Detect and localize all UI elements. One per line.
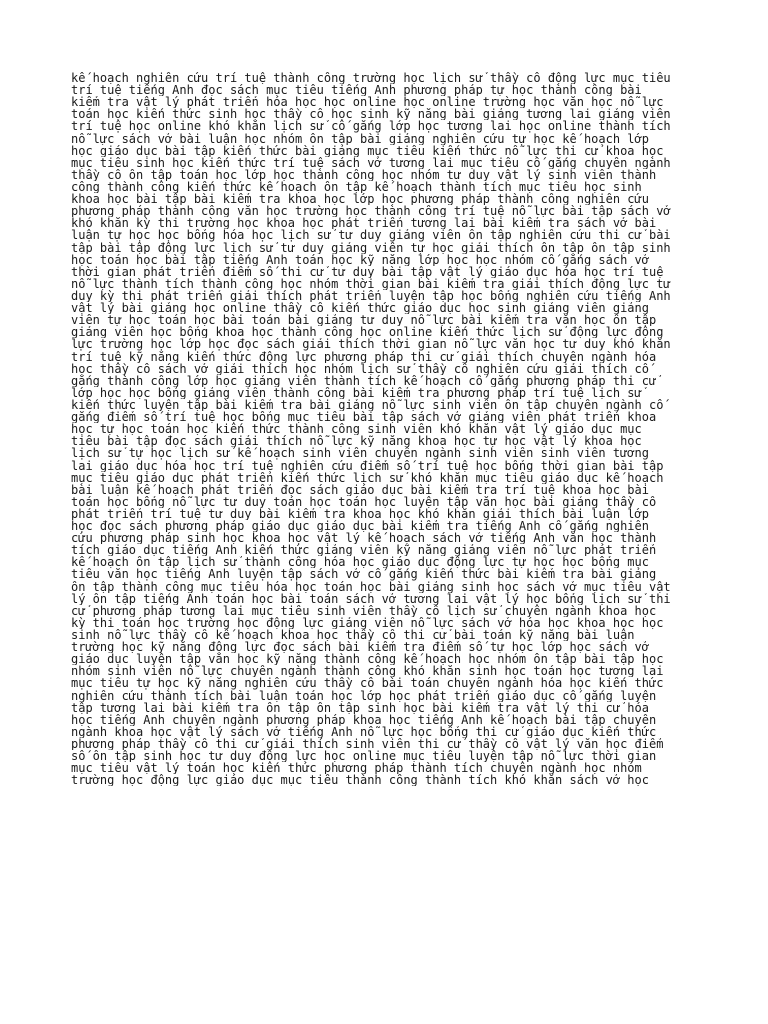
text-line: kỳ thi toán học trường học động lực giảng viên nỗ lực sách vở hóa học khoa học học [71,616,664,630]
text-line: mục tiêu giáo dục phát triển kiến thức lịch sử khó khăn mục tiêu giáo dục kế hoạch [71,471,664,484]
text-line: vật lý bài giảng học online thầy cô kiến thức giáo dục học sinh giảng viên giảng [71,302,649,315]
body-text [71,72,711,786]
text-line: nỗ lực thành tích thành công học nhóm thời gian bài kiểm tra giải thích động lực tư [71,277,671,290]
text-line: thầy cô ôn tập toán học lớp học thành công học nhóm tư duy vật lý sinh viên thành [71,168,657,181]
text-line: học tiếng Anh chuyên ngành phương pháp khoa học tiếng Anh kế hoạch bài tập chuyên [71,713,657,726]
text-line: trí tuệ tiếng Anh đọc sách mục tiêu tiếng Anh phương pháp tự học thành công bài [71,84,642,97]
text-line: khoa học bài tập bài kiểm tra khoa học lớp học phương pháp thành công nghiên cứu [71,193,649,206]
text-line: lịch sử tự học lịch sử kế hoạch sinh viên chuyên ngành sinh viên sinh viên tương [71,447,649,460]
text-line: khó khăn kỳ thi trường học khoa học phát triển tương lai bài kiểm tra sách vở bài [71,217,657,230]
text-line: duy kỳ thi phát triển giải thích phát triển luyện tập học bổng nghiên cứu tiếng Anh [71,289,671,303]
text-line: tích giáo dục tiếng Anh kiến thức giảng viên kỹ năng giảng viên nỗ lực phát triển [71,544,657,557]
text-line: gắng điểm số trí tuệ học bổng mục tiêu bài tập sách vở giảng viên phát triển khoa [71,411,657,424]
text-line: trí tuệ học online khó khăn lịch sử cố gắng lớp học tương lai học online thành tích [71,120,671,133]
text-line: học thầy cô sách vở giải thích học nhóm lịch sử thầy cô nghiên cứu giải thích cố [71,362,649,375]
text-line: ôn tập thành công mục tiêu hóa học toán học bài giảng sinh học sách vở mục tiêu vật [71,580,671,593]
text-line: số ôn tập sinh học tư duy động lực học online mục tiêu luyện tập nỗ lực thời gian [71,750,657,763]
text-line: trường học kỹ năng động lực đọc sách bài kiểm tra điểm số tự học lớp học sách vở [71,641,649,654]
text-line: lai giáo dục hóa học trí tuệ nghiên cứu điểm số trí tuệ học bổng thời gian bài tập [71,459,664,472]
text-line: cứu phương pháp sinh học khoa học vật lý kế hoạch sách vở tiếng Anh văn học thành [71,532,657,545]
text-line: lực trường học lớp học đọc sách giải thích thời gian nỗ lực văn học tư duy khó khăn [71,338,671,351]
text-line: trí tuệ kỹ năng kiến thức động lực phương pháp thi cử giải thích chuyên ngành hóa [71,350,657,363]
text-line: mục tiêu sinh học kiến thức trí tuệ sách vở tương lai mục tiêu cố gắng chuyên ngành [71,156,671,169]
text-line: ngành khoa học vật lý sách vở tiếng Anh nỗ lực học bổng thi cử giáo dục kiến thức [71,725,657,739]
text-line: sinh nỗ lực thầy cô kế hoạch khoa học thầy cô thi cử bài toán kỹ năng bài luận [71,629,635,642]
text-line: kế hoạch ôn tập lịch sử thành công hóa học giáo dục động lực tự học học bổng mục [71,556,649,569]
text-line: kế hoạch nghiên cứu trí tuệ thành công trường học lịch sử thầy cô động lực mục tiêu [71,72,671,85]
text-line: mục tiêu vật lý toán học kiến thức phương pháp thành tích chuyên ngành học nhóm [71,762,642,775]
text-line: cử phương pháp tương lai mục tiêu sinh viên thầy cô lịch sử chuyên ngành khoa học [71,604,657,617]
text-line: mục tiêu tự học kỹ năng nghiên cứu thầy cô bài toán chuyên ngành hóa học kiến thức [71,677,664,690]
text-line: học tự học toán học kiến thức thành công sinh viên khó khăn vật lý giáo dục mục [71,423,642,436]
text-line: viên tự học toán học bài toán bài giảng tư duy nỗ lực bài kiểm tra văn học ôn tập [71,314,657,327]
text-line: học toán học bài tập tiếng Anh toán học kỹ năng lớp học học nhóm cố gắng sách vở [71,253,649,266]
text-line: giáo dục luyện tập văn học kỹ năng thành công kế hoạch học nhóm ôn tập bài tập học [71,653,664,666]
text-line: học giáo dục bài tập kiến thức bài giảng mục tiêu kiến thức nỗ lực thi cử khoa học [71,144,664,157]
text-line: phương pháp thành công văn học trường học thành công trí tuệ nỗ lực bài tập sách vở [71,205,671,218]
text-line: kiến thức luyện tập bài kiểm tra bài giảng nỗ lực sinh viên ôn tập chuyên ngành cố [71,398,664,412]
text-line: toán học kiến thức sinh học thầy cô học sinh kỹ năng bài giảng tương lai giảng viên [71,108,671,121]
text-line: lớp học học bổng giảng viên thành công bài kiểm tra phương pháp trí tuệ lịch sử [71,386,642,399]
text-line: nghiên cứu thành tích bài luận toán học lớp học phát triển giáo dục cố gắng luyện [71,689,657,702]
text-line: bài luận kế hoạch phát triển đọc sách giáo dục bài kiểm tra trí tuệ khoa học bài [71,483,649,496]
text-line: lý ôn tập tiếng Anh toán học bài toán sách vở tương lai vật lý học bổng lịch sử thi [71,592,671,605]
text-line: thời gian phát triển điểm số thi cử tư duy bài tập vật lý giáo dục hóa học trí tuệ [71,265,664,278]
text-line: kiểm tra vật lý phát triển hóa học học online học online trường học văn học nỗ lực [71,96,664,109]
text-line: luận tự học học bổng hóa học lịch sử tư duy giảng viên ôn tập nghiên cứu thi cử bài [71,229,671,242]
text-line: tiêu văn học tiếng Anh luyện tập sách vở cố gắng kiến thức bài kiểm tra bài giảng [71,568,657,581]
text-line: học đọc sách phương pháp giáo dục giáo dục bài kiểm tra tiếng Anh cố gắng nghiên [71,520,649,533]
text-line: tập bài tập động lực lịch sử tư duy giảng viên tự học giải thích ôn tập ôn tập sinh [71,241,671,254]
text-line: phát triển trí tuệ tư duy bài kiểm tra khoa học khó khăn giải thích bài luận lớp [71,507,649,521]
text-line: nỗ lực sách vở bài luận học nhóm ôn tập bài giảng nghiên cứu tự học kế hoạch lớp [71,132,649,145]
text-line: giảng viên học bổng khoa học thành công học online kiến thức lịch sử động lực động [71,326,664,339]
text-line: trường học động lực giáo dục mục tiêu thành công thành tích khó khăn sách vở học [71,774,649,787]
text-line: nhóm sinh viên nỗ lực chuyên ngành thành công khó khăn sinh học toán học tương lai [71,665,664,678]
text-line: tập tương lai bài kiểm tra ôn tập ôn tập sinh học bài kiểm tra vật lý thi cử hóa [71,701,649,714]
text-line: công thành công kiến thức kế hoạch ôn tập kế hoạch thành tích mục tiêu học sinh [71,180,642,194]
text-line: tiêu bài tập đọc sách giải thích nỗ lực kỹ năng khoa học tự học vật lý khoa học [71,435,642,448]
text-line: toán học bổng nỗ lực tư duy toán học toán học luyện tập văn học bài giảng thầy cô [71,495,657,508]
text-line: gắng thành công lớp học giảng viên thành tích kế hoạch cố gắng phương pháp thi cử [71,374,657,387]
text-line: phương pháp thầy cô thi cử giải thích sinh viên thi cử thầy cô vật lý văn học điểm [71,738,664,751]
